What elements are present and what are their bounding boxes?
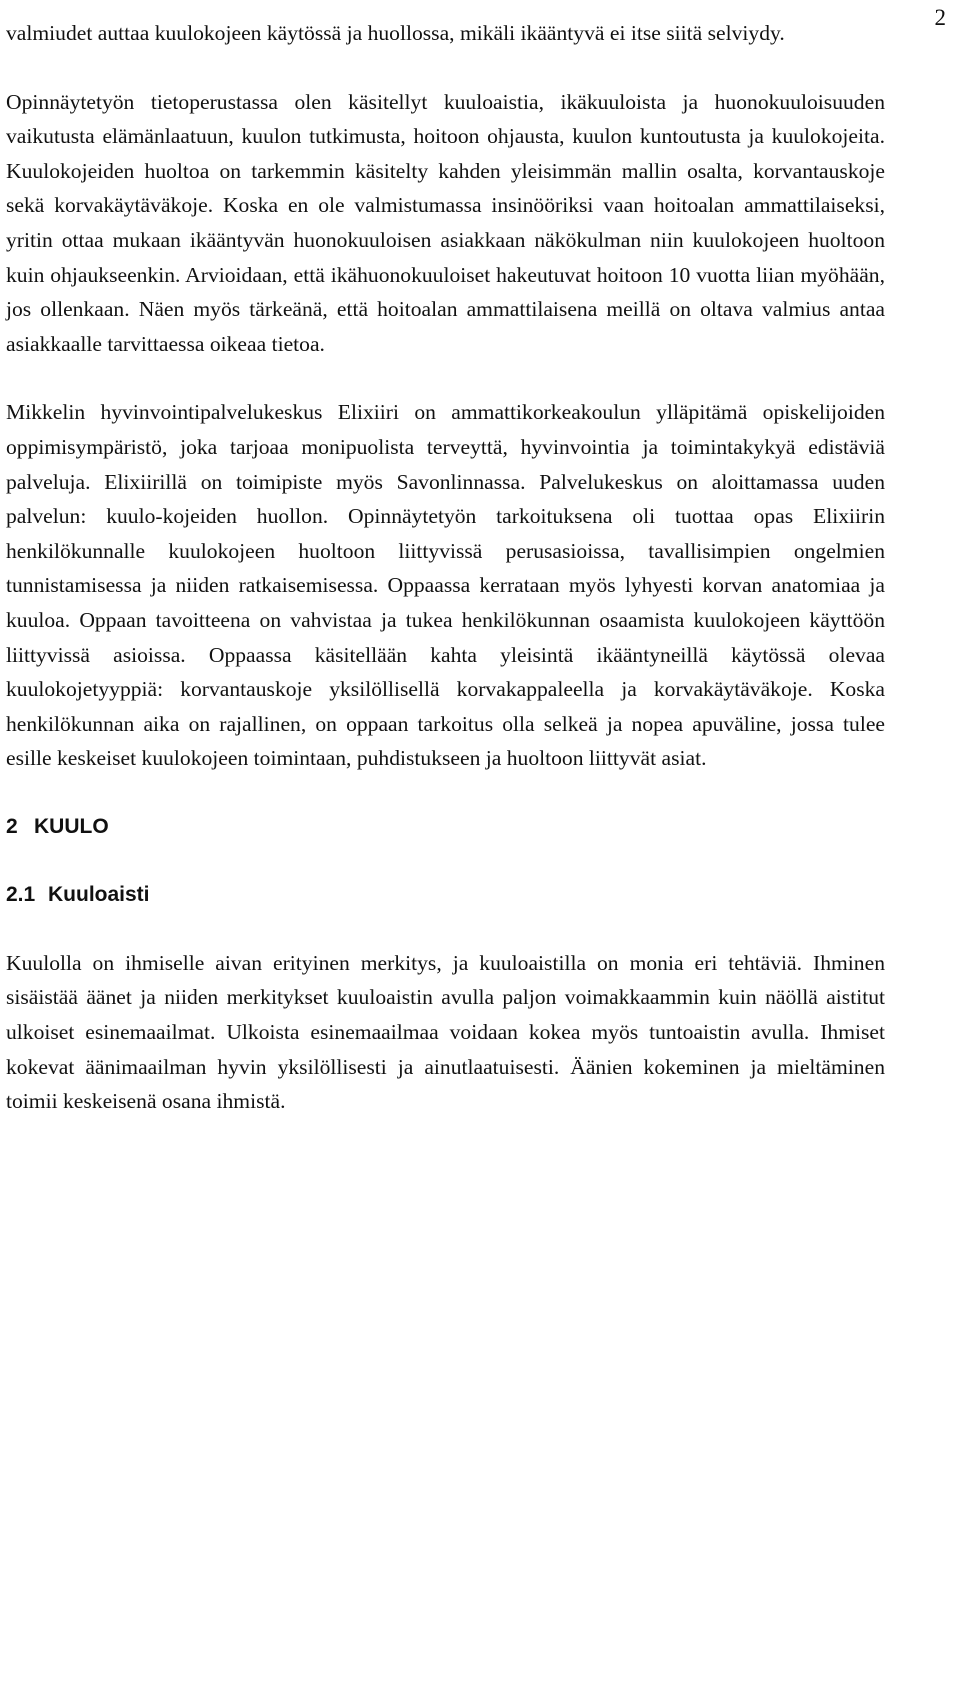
heading-gap [6,844,885,878]
paragraph-elixiiri: Mikkelin hyvinvointipalvelukeskus Elixiiri on ammattikorkeakoulun ylläpitämä opiskelijoiden oppimisympäristö, joka tarjoaa monipuolista terveyttä, hyvinvointia ja toimintakykyä edistäviä palveluja. Elixiirillä on toimipiste myös Savonlinnassa. Palvelukeskus on aloittamassa uuden palvelun: kuulo-kojeiden huollon. Opinnäytetyön tarkoituksena oli tuottaa opas Elixiirin henkilökunnalle kuulokojeen huoltoon liittyvissä perusasioissa, tavallisimpien ongelmien tunnistamisessa ja niiden ratkaisemisessa. Oppaassa kerrataan myös lyhyesti korvan anatomiaa ja kuuloa. Oppaan tavoitteena on vahvistaa ja tukea henkilökunnan osaamista kuulokojeen käyttöön liittyvissä asioissa. Oppaassa käsitellään kahta yleisintä ikääntyneillä käytössä olevaa kuulokojetyyppiä: korvantauskoje yksilöllisellä korvakappaleella ja korvakäytäväkoje. Koska henkilökunnan aika on rajallinen, on oppaan tarkoitus olla selkeä ja nopea apuväline, jossa tulee esille keskeiset kuulokojeen toimintaan, puhdistukseen ja huoltoon liittyvät asiat. [6,400,885,771]
section-number: 2 [6,814,18,838]
paragraph-gap [6,776,885,810]
document-body [6,16,885,1119]
heading-gap [6,912,885,946]
section-title: KUULO [34,814,109,838]
paragraph-gap [6,361,885,395]
subsection-heading [6,878,885,912]
section-heading [6,810,885,844]
subsection-number: 2.1 [6,882,36,906]
paragraph-gap [6,51,885,85]
subsection-title: Kuuloaisti [48,882,150,906]
paragraph-intro-end: valmiudet auttaa kuulokojeen käytössä ja huollossa, mikäli ikääntyvä ei itse siitä selviydy. [6,21,785,45]
paragraph-theory-base: Opinnäytetyön tietoperustassa olen käsitellyt kuuloaistia, ikäkuuloista ja huonokuuloisuuden vaikutusta elämänlaatuun, kuulon tutkimusta, hoitoon ohjausta, kuulon kuntoutusta ja kuulokojeita. Kuulokojeiden huoltoa on tarkemmin käsitelty kahden yleisimmän mallin osalta, korvantauskoje sekä korvakäytäväkoje. Koska en ole valmistumassa insinööriksi vaan hoitoalan ammattilaiseksi, yritin ottaa mukaan ikääntyvän huonokuuloisen asiakkaan näkökulman niin kuulokojeen huoltoon kuin ohjaukseenkin. Arvioidaan, että ikähuonokuuloiset hakeutuvat hoitoon 10 vuotta liian myöhään, jos ollenkaan. Näen myös tärkeänä, että hoitoalan ammattilaisena meillä on oltava valmius antaa asiakkaalle tarvittaessa oikeaa tietoa. [6,89,885,356]
paragraph-hearing-sense: Kuulolla on ihmiselle aivan erityinen merkitys, ja kuuloaistilla on monia eri tehtäviä. Ihminen sisäistää äänet ja niiden merkitykset kuuloaistin avulla paljon voimakkaammin kuin näöllä aistitut ulkoiset esinemaailmat. Ulkoista esinemaailmaa voidaan kokea myös tuntoaistin avulla. Ihmiset kokevat äänimaailman hyvin yksilöllisesti ja ainutlaatuisesti. Äänien kokeminen ja mieltäminen toimii keskeisenä osana ihmistä. [6,950,885,1114]
page-number: 2 [934,5,946,30]
